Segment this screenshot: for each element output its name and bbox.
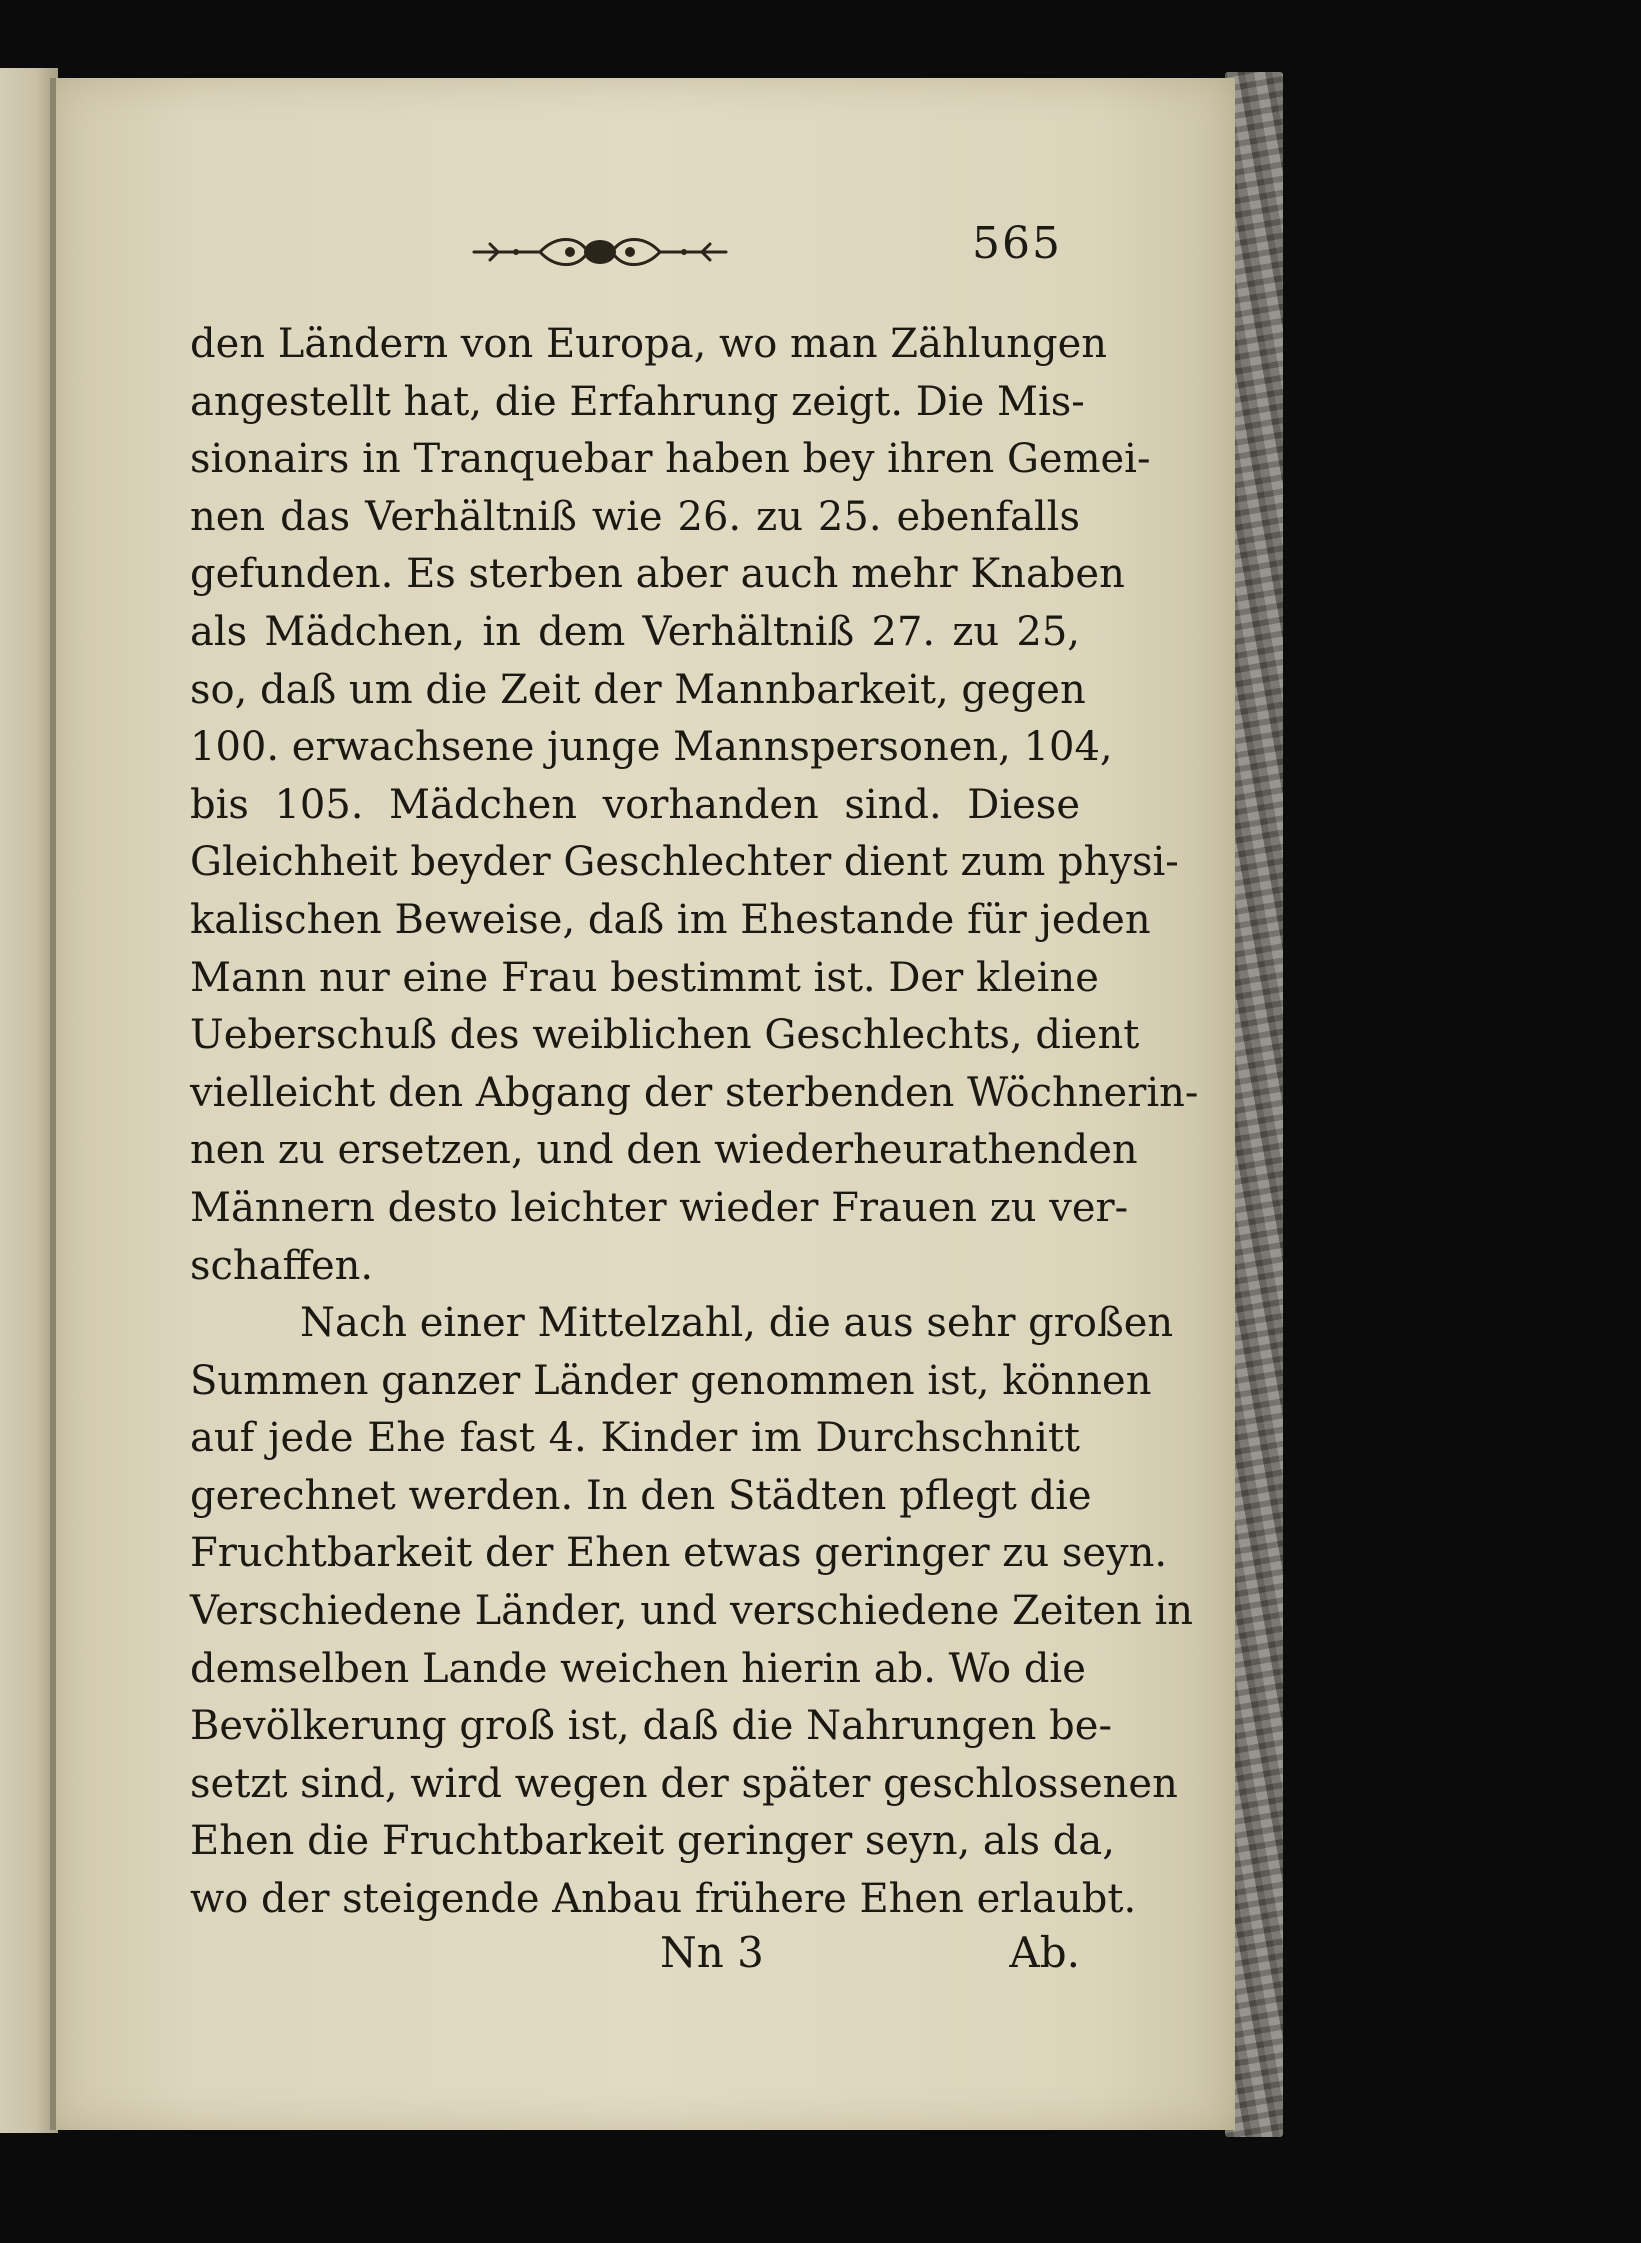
text-line: gefunden. Es sterben aber auch mehr Knaben [190,551,1125,598]
text-line: Nach einer Mittelzahl, die aus sehr großen [300,1300,1174,1347]
page-footer [190,1928,1080,1988]
text-line: Ehen die Fruchtbarkeit geringer seyn, als da, [190,1818,1115,1865]
body-text [190,316,1199,1929]
signature-mark: Nn 3 [660,1928,764,1977]
text-line: bis 105. Mädchen vorhanden sind. Diese [190,781,1080,828]
text-line: so, daß um die Zeit der Mannbarkeit, gegen [190,666,1086,713]
text-line: gerechnet werden. In den Städten pflegt die [190,1472,1092,1519]
text-line: demselben Lande weichen hierin ab. Wo die [190,1645,1086,1692]
catchword: Ab. [1009,1928,1080,1977]
text-line: nen das Verhältniß wie 26. zu 25. ebenfalls [190,493,1080,540]
text-line: Mann nur eine Frau bestimmt ist. Der kleine [190,954,1099,1001]
text-line: kalischen Beweise, daß im Ehestande für jeden [190,896,1151,943]
text-line: sionairs in Tranquebar haben bey ihren Gemei- [190,436,1151,483]
text-line: schaffen. [190,1242,374,1289]
text-line: angestellt hat, die Erfahrung zeigt. Die Mis- [190,378,1085,425]
text-line: Ueberschuß des weiblichen Geschlechts, dient [190,1012,1140,1059]
text-line: den Ländern von Europa, wo man Zählungen [190,321,1108,367]
text-line: 100. erwachsene junge Mannspersonen, 104, [190,724,1113,771]
page-gutter [50,78,56,2130]
header-ornament-icon [470,228,730,276]
text-line: setzt sind, wird wegen der später geschlossenen [190,1760,1178,1807]
text-line: als Mädchen, in dem Verhältniß 27. zu 25, [190,608,1080,655]
text-line: vielleicht den Abgang der sterbenden Wöchnerin- [190,1069,1199,1116]
text-line: Verschiedene Länder, und verschiedene Zeiten in [190,1588,1194,1635]
text-line: Bevölkerung groß ist, daß die Nahrungen be- [190,1703,1112,1750]
text-line: Summen ganzer Länder genommen ist, können [190,1357,1152,1404]
text-line: Gleichheit beyder Geschlechter dient zum physi- [190,839,1179,886]
page-number: 565 [972,218,1062,269]
text-line: auf jede Ehe fast 4. Kinder im Durchschnitt [190,1415,1080,1462]
text-line: Männern desto leichter wieder Frauen zu ver- [190,1184,1129,1231]
text-line: Fruchtbarkeit der Ehen etwas geringer zu seyn. [190,1530,1168,1577]
text-line: wo der steigende Anbau frühere Ehen erlaubt. [190,1876,1137,1923]
text-line: nen zu ersetzen, und den wiederheurathenden [190,1127,1138,1174]
